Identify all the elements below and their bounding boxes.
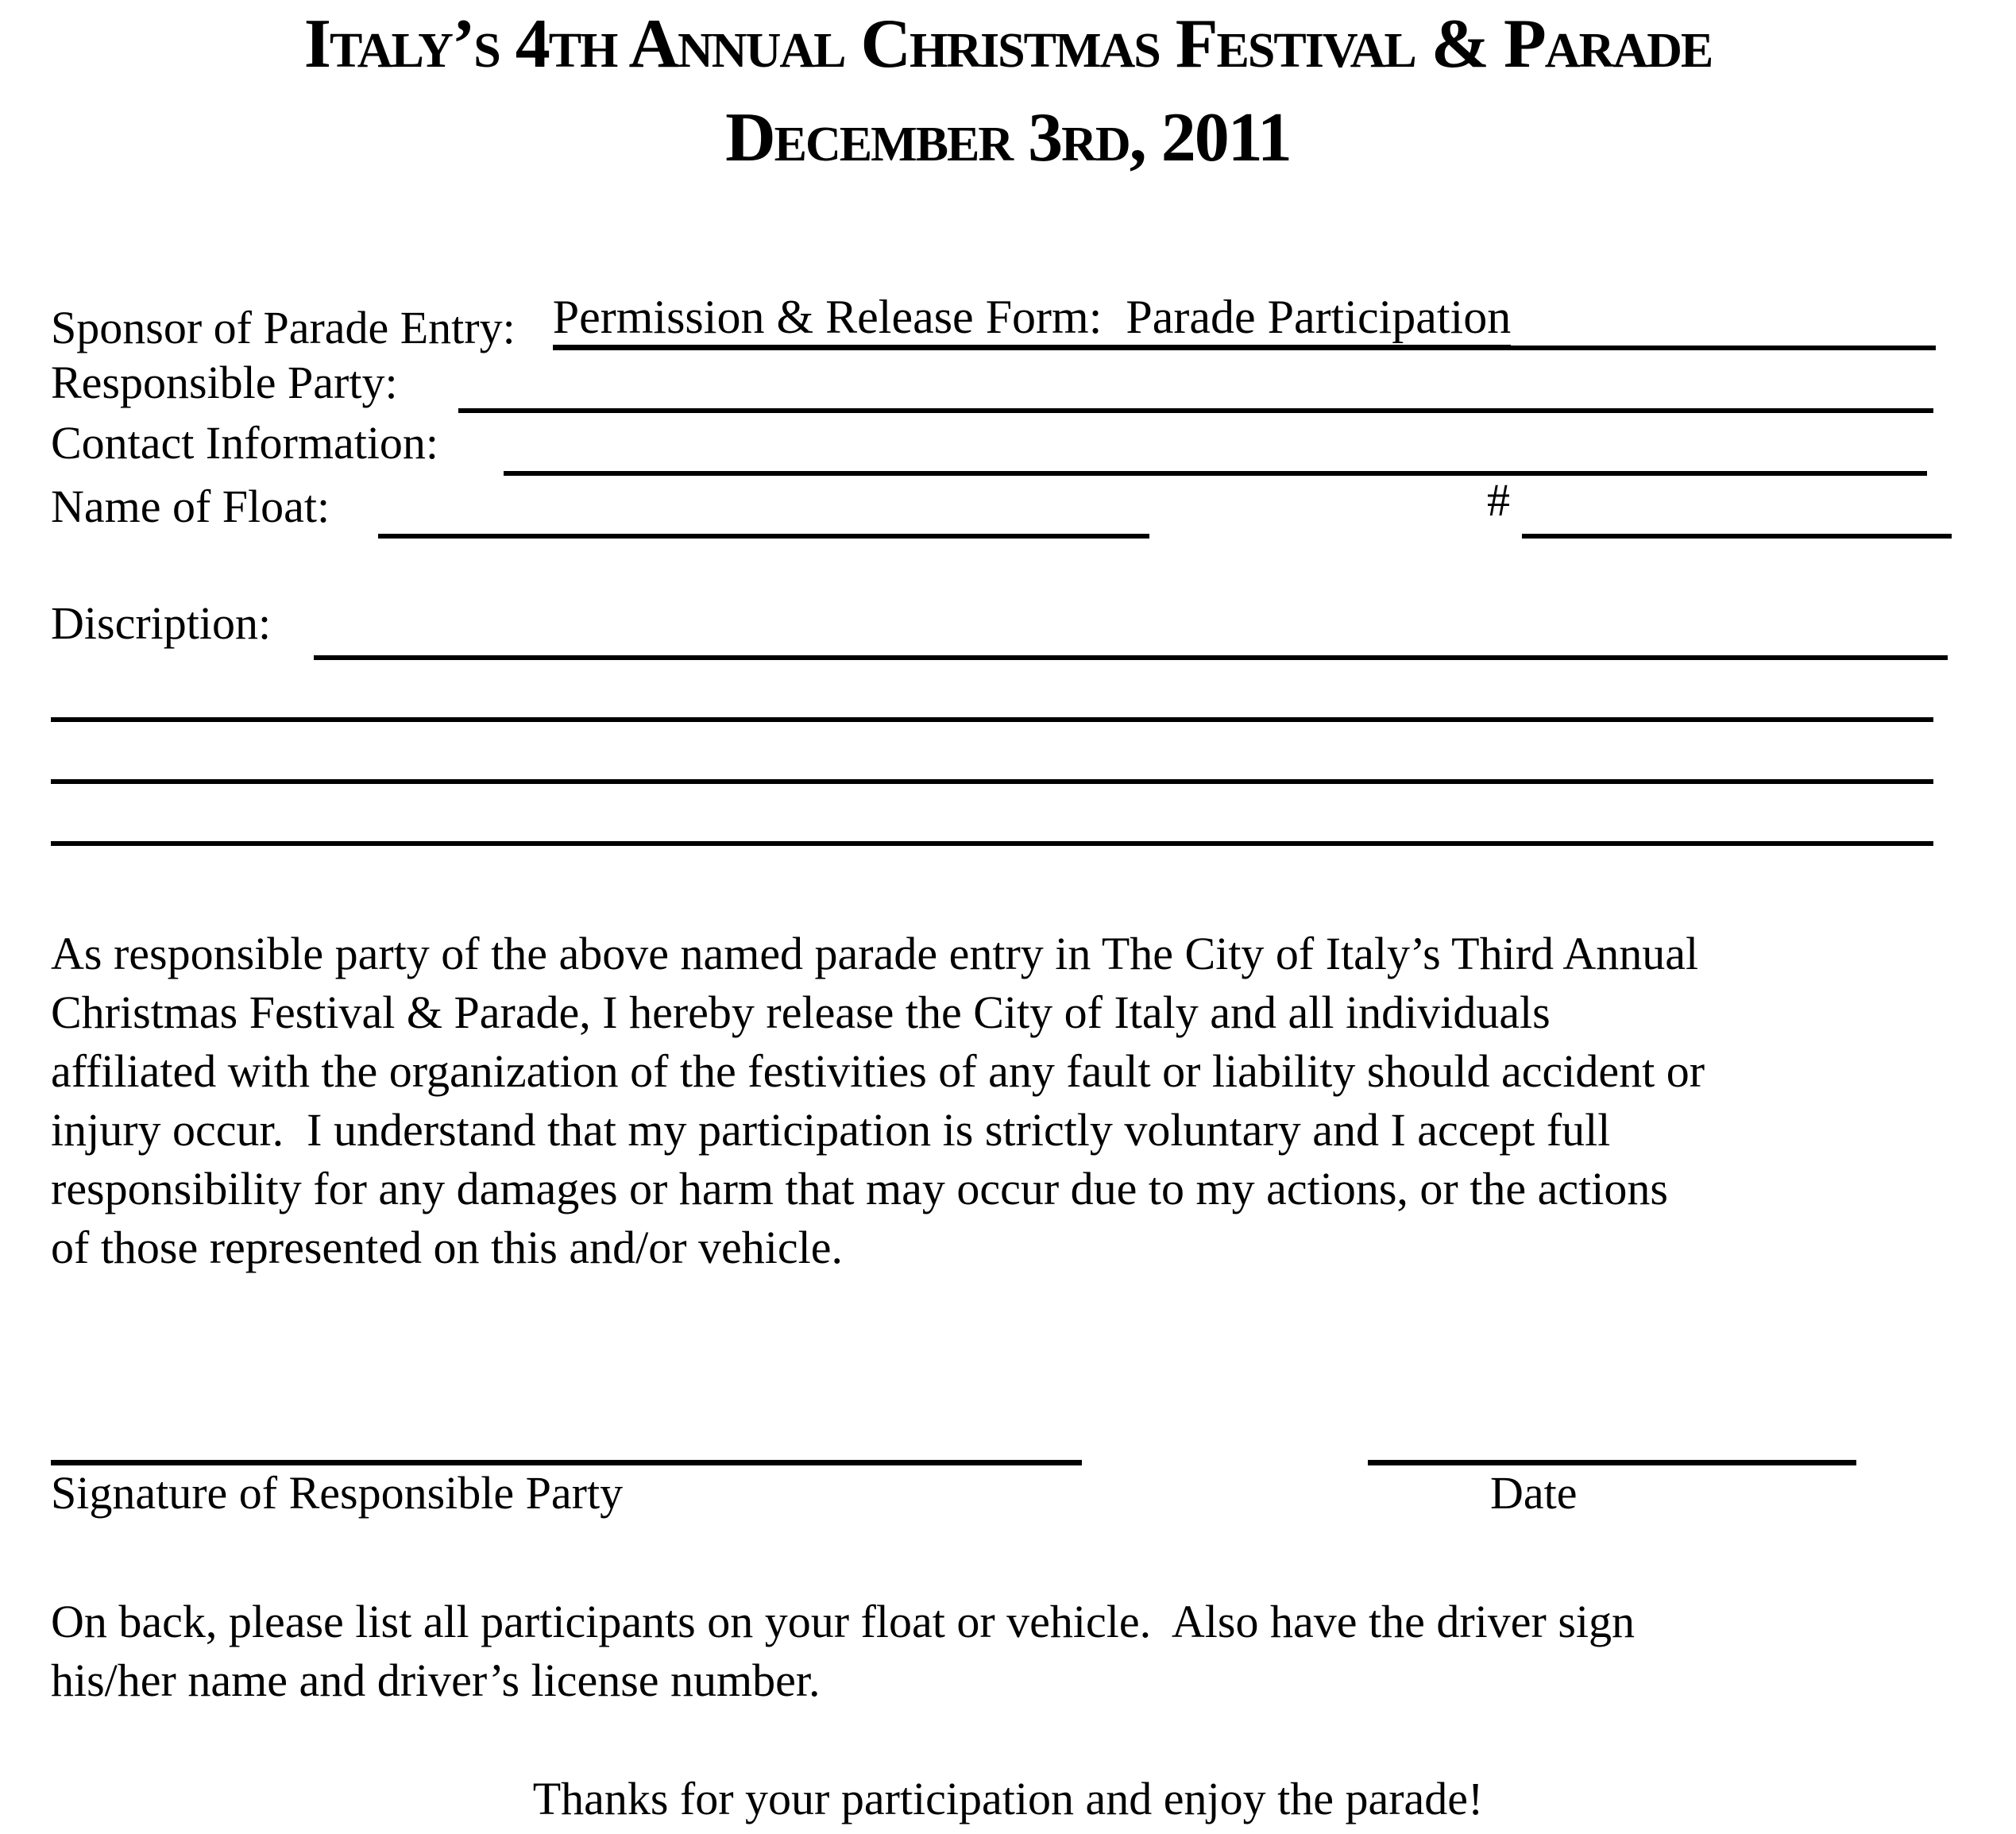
description-field-line-3[interactable]: [51, 779, 1933, 784]
page-subtitle-date: December 3rd, 2011: [725, 99, 1291, 176]
date-field-line[interactable]: [1368, 1460, 1856, 1465]
float-number-field-line[interactable]: [1522, 534, 1952, 539]
responsible-party-label: Responsible Party:: [51, 357, 398, 408]
float-name-field-line[interactable]: [378, 534, 1149, 539]
float-number-sign: #: [1487, 474, 1510, 526]
back-instructions: [51, 1593, 1635, 1710]
release-paragraph-line: injury occur. I understand that my participation is strictly voluntary and I accept full: [51, 1104, 1611, 1156]
date-label: Date: [1490, 1467, 1578, 1519]
form-heading-text: Permission & Release Form: Parade Participation: [553, 291, 1511, 350]
description-field-line-1[interactable]: [314, 655, 1948, 660]
release-paragraph: [51, 925, 1705, 1277]
release-paragraph-line: of those represented on this and/or vehicle.: [51, 1222, 843, 1273]
release-paragraph-line: Christmas Festival & Parade, I hereby release the City of Italy and all individuals: [51, 986, 1551, 1038]
back-instructions-line: his/her name and driver’s license number.: [51, 1654, 821, 1706]
sponsor-field-line[interactable]: [595, 346, 1936, 350]
signature-label: Signature of Responsible Party: [51, 1467, 624, 1519]
release-paragraph-line: As responsible party of the above named parade entry in The City of Italy’s Third Annual: [51, 928, 1699, 979]
float-name-label: Name of Float:: [51, 481, 330, 532]
footer-thanks-message: Thanks for your participation and enjoy the parade!: [532, 1773, 1484, 1824]
responsible-party-field-line[interactable]: [458, 408, 1933, 413]
sponsor-label: Sponsor of Parade Entry:: [51, 302, 516, 353]
back-instructions-line: On back, please list all participants on your float or vehicle. Also have the driver sign: [51, 1596, 1636, 1647]
release-paragraph-line: affiliated with the organization of the festivities of any fault or liability should accident or: [51, 1045, 1705, 1097]
contact-information-label: Contact Information:: [51, 417, 439, 469]
contact-information-field-line[interactable]: [504, 471, 1927, 476]
page-title: Italy’s 4th Annual Christmas Festival & Parade: [303, 6, 1713, 83]
description-label: Discription:: [51, 597, 272, 649]
release-paragraph-line: responsibility for any damages or harm that may occur due to my actions, or the actions: [51, 1163, 1668, 1214]
description-field-line-2[interactable]: [51, 717, 1933, 722]
description-field-line-4[interactable]: [51, 841, 1933, 846]
